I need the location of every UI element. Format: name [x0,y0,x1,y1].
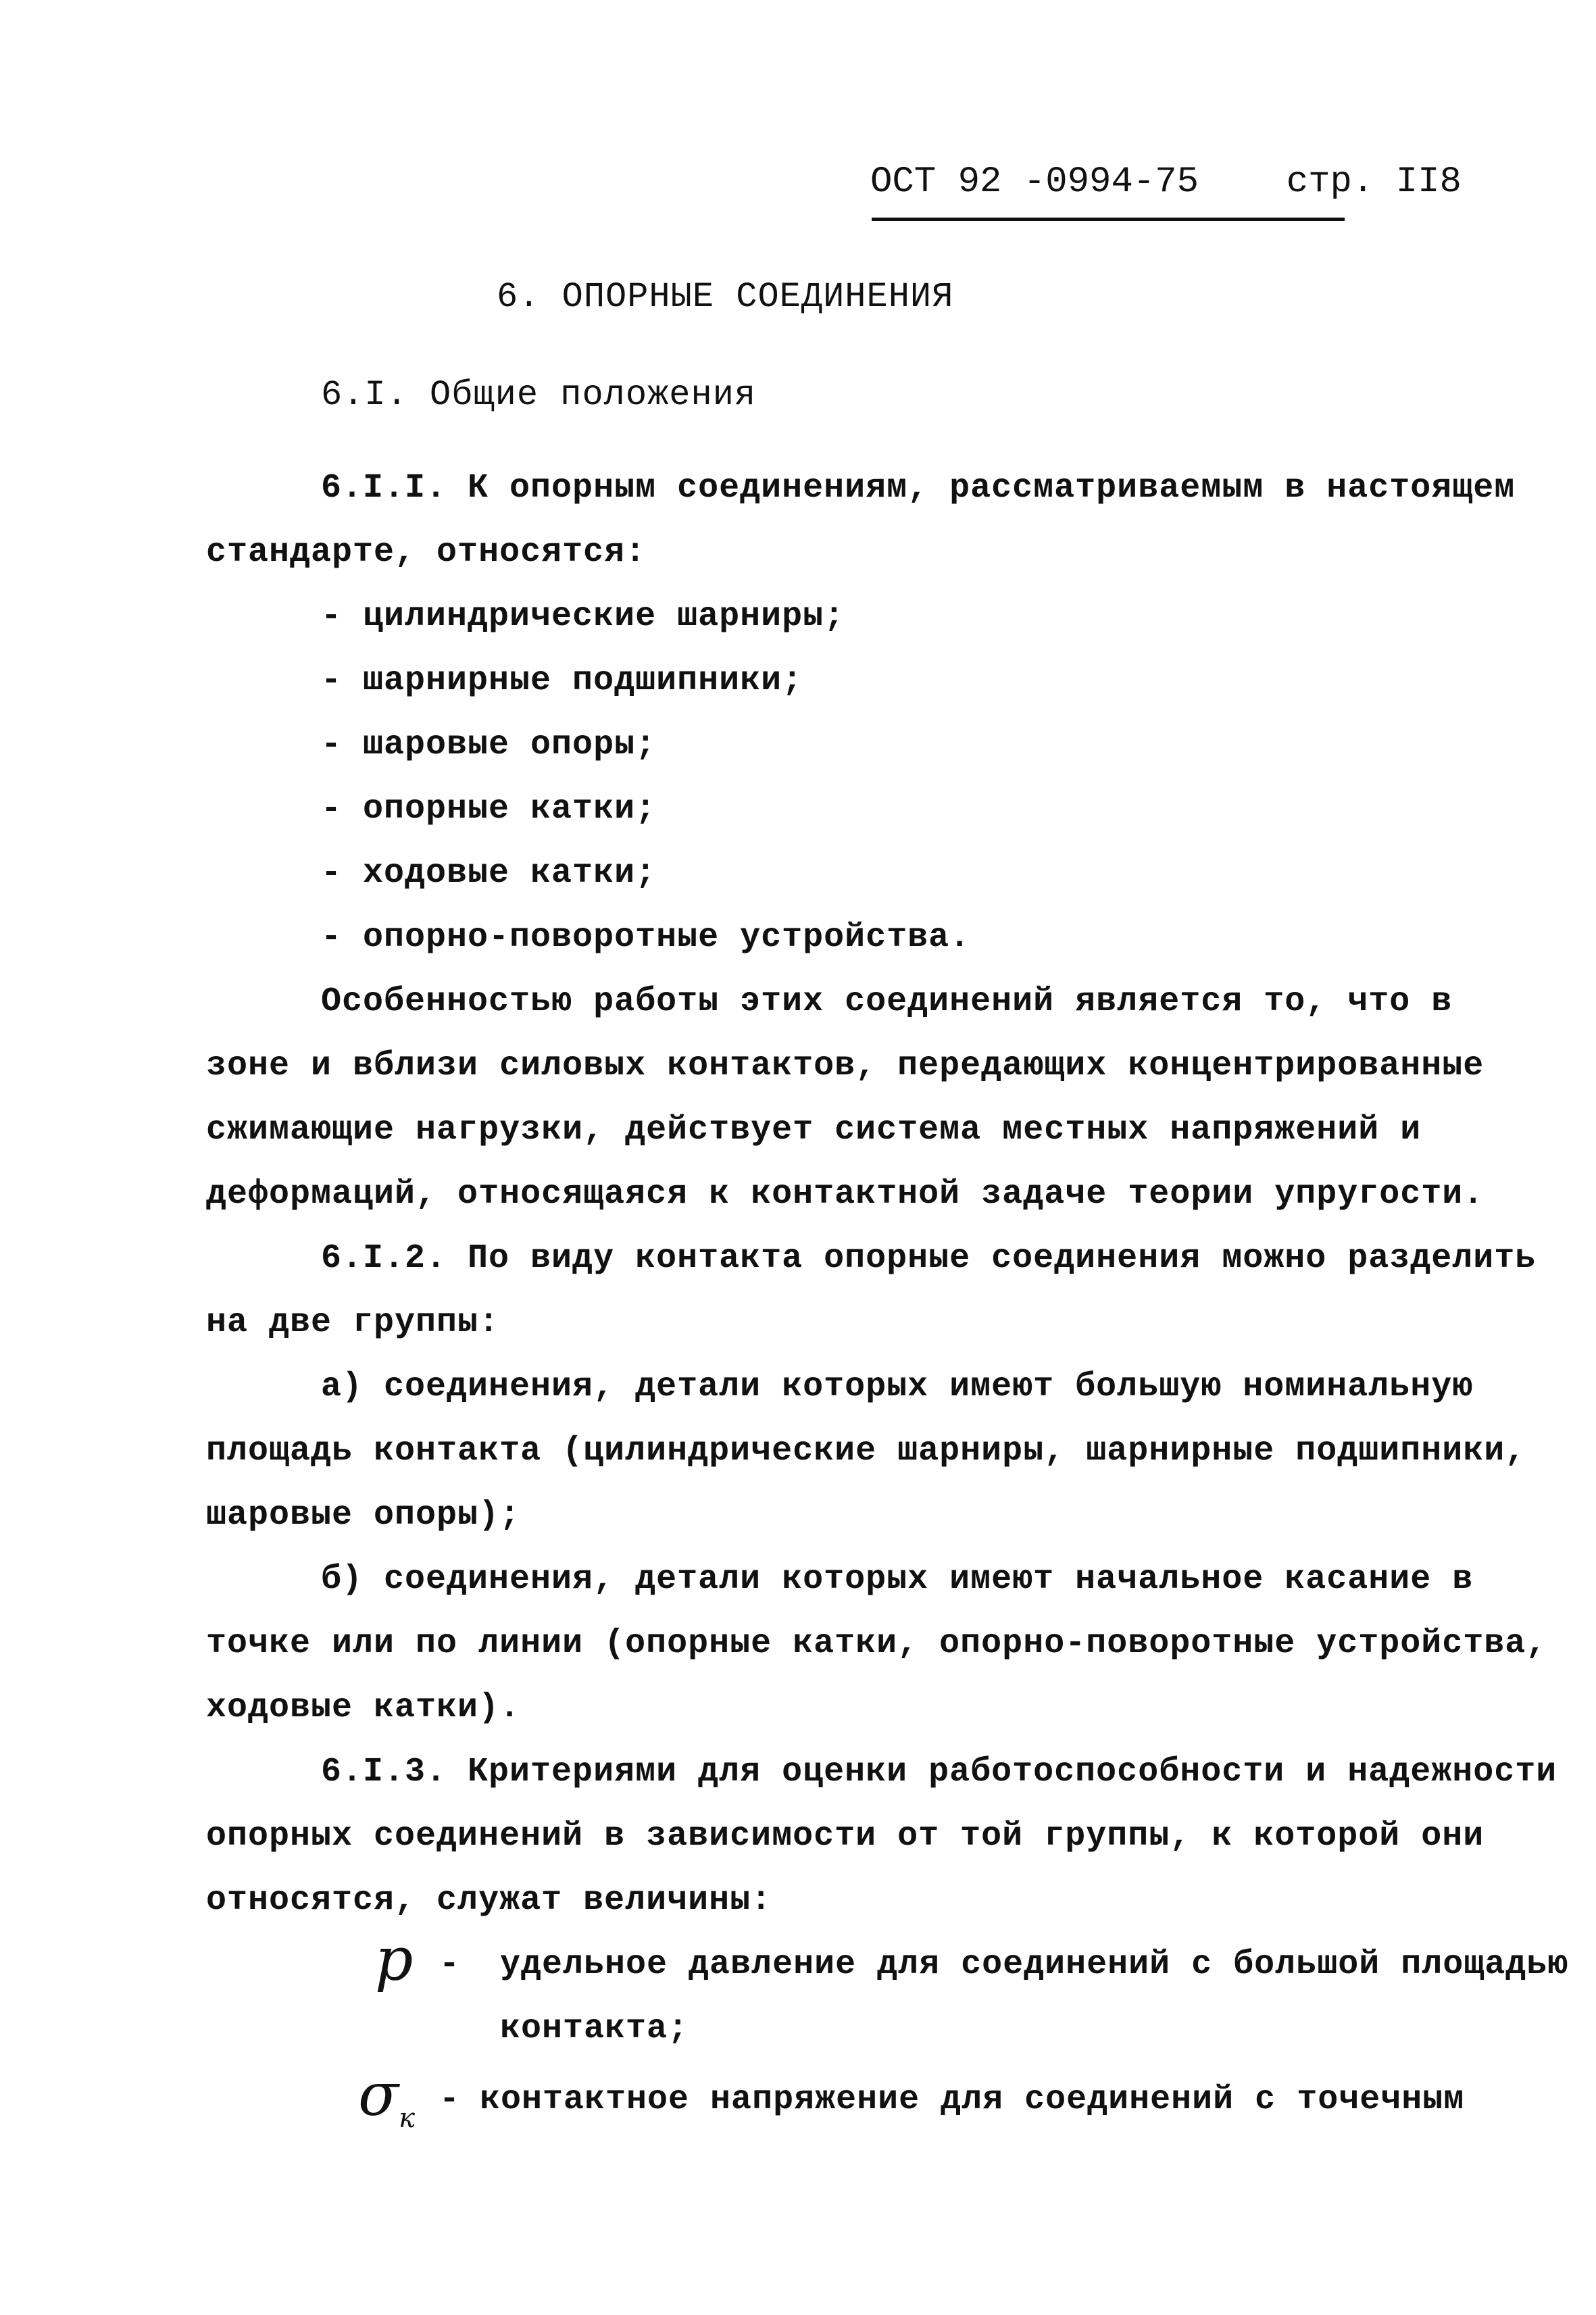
list-item: - ходовые катки; [321,854,657,893]
criterion-sigma-line-1: контактное напряжение для соединений с точечным [480,2081,1465,2119]
paragraph-6-1-3-line: относятся, служат величины: [206,1881,772,1920]
feature-paragraph-line: Особенностью работы этих соединений является то, что в [321,982,1453,1021]
page-header [870,161,1462,204]
group-b-line: точке или по линии (опорные катки, опорно-поворотные устройства, [206,1624,1547,1663]
criterion-p-line-1: удельное давление для соединений с большой площадью [500,1945,1569,1984]
header-underline [872,218,1345,221]
list-item: - опорные катки; [321,790,657,828]
paragraph-6-1-3-line: опорных соединений в зависимости от той группы, к которой они [206,1817,1485,1856]
paragraph-6-1-1-line-1: 6.I.I. К опорным соединениям, рассматриваемым в настоящем [321,469,1516,507]
contact-stress-symbol: $\sigma_к$ [358,2060,415,2134]
paragraph-6-1-2-line: на две группы: [206,1303,500,1342]
list-item: - опорно-поворотные устройства. [321,918,971,957]
group-b-line: б) соединения, детали которых имеют начальное касание в [321,1560,1474,1599]
section-title: 6. ОПОРНЫЕ СОЕДИНЕНИЯ [497,277,954,317]
pressure-symbol: p [375,1924,414,1994]
criterion-dash: - [439,2081,461,2119]
page-label: стр. [1286,161,1374,203]
paragraph-6-1-2-line: 6.I.2. По виду контакта опорные соединения можно разделить [321,1239,1537,1278]
feature-paragraph-line: деформаций, относящаяся к контактной задаче теории упругости. [206,1175,1485,1214]
feature-paragraph-line: сжимающие нагрузки, действует система местных напряжений и [206,1111,1422,1149]
list-item: - цилиндрические шарниры; [321,597,845,636]
group-b-line: ходовые катки). [206,1689,521,1727]
doc-code: ОСТ 92 -0994-75 [870,161,1199,203]
list-item: - шарнирные подшипники; [321,662,803,700]
list-item: - шаровые опоры; [321,726,657,764]
group-a-line: а) соединения, детали которых имеют большую номинальную [321,1368,1474,1406]
page-number: II8 [1395,161,1462,203]
paragraph-6-1-3-line: 6.I.3. Критериями для оценки работоспособности и надежности [321,1753,1557,1791]
paragraph-6-1-1-line-2: стандарте, относятся: [206,533,647,572]
group-a-line: площадь контакта (цилиндрические шарниры, шарнирные подшипники, [206,1432,1526,1470]
criterion-dash: - [439,1945,461,1984]
feature-paragraph-line: зоне и вблизи силовых контактов, передающих концентрированные [206,1047,1485,1085]
subsection-title: 6.I. Общие положения [321,375,757,415]
group-a-line: шаровые опоры); [206,1496,521,1535]
criterion-p-line-2: контакта; [500,2010,689,2048]
